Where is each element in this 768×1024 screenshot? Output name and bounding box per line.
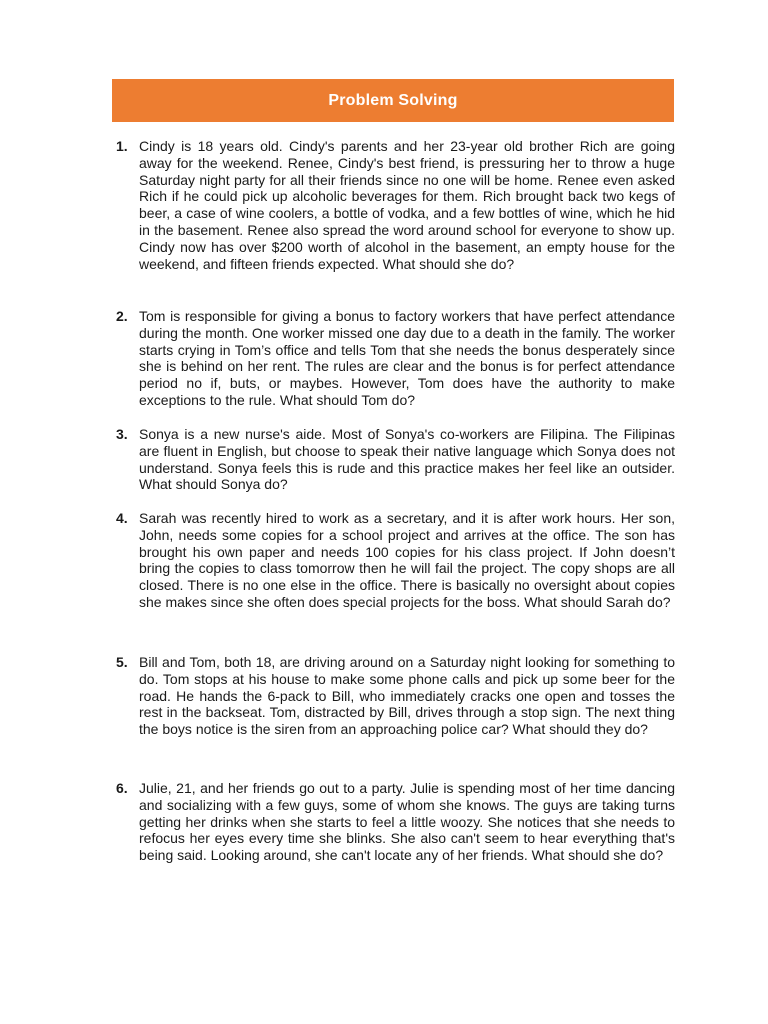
title-banner (112, 79, 674, 122)
problem-number: 6. (116, 780, 128, 796)
problem-text: Julie, 21, and her friends go out to a party. Julie is spending most of her time dancing and socializing with a few guys, some of whom she knows. The guys are taking turns getting her drinks when she starts to feel a little woozy. She notices that she needs to refocus her eyes every time she blinks. She also can't seem to hear everything that's being said. Looking around, she can't locate any of her friends. What should she do? (139, 780, 675, 864)
problem-text: Bill and Tom, both 18, are driving around on a Saturday night looking for something to do. Tom stops at his house to make some phone calls and pick up some beer for the road. He hands the 6-pack to Bill, who immediately cracks one open and tosses the rest in the backseat. Tom, distracted by Bill, drives through a stop sign. The next thing the boys notice is the siren from an approaching police car? What should they do? (139, 654, 675, 738)
page-title: Problem Solving (328, 91, 458, 109)
problem-number: 4. (116, 510, 128, 526)
problem-text: Tom is responsible for giving a bonus to factory workers that have perfect attendance during the month. One worker missed one day due to a death in the family. The worker starts crying in Tom’s office and tells Tom that she needs the bonus desperately since she is behind on her rent. The rules are clear and the bonus is for perfect attendance period no if, buts, or maybes. However, Tom does have the authority to make exceptions to the rule. What should Tom do? (139, 308, 675, 408)
problem-number: 5. (116, 654, 128, 670)
problem-number: 2. (116, 308, 128, 324)
problem-number: 3. (116, 426, 128, 442)
problem-text: Sonya is a new nurse's aide. Most of Sonya's co-workers are Filipina. The Filipinas are fluent in English, but choose to speak their native language which Sonya does not understand. Sonya feels this is rude and this practice makes her feel like an outsider. What should Sonya do? (139, 426, 675, 493)
problem-text: Sarah was recently hired to work as a secretary, and it is after work hours. Her son, John, needs some copies for a school project and arrives at the office. The son has brought his own paper and needs 100 copies for his class project. If John doesn’t bring the copies to class tomorrow then he will fail the project. The copy shops are all closed. There is no one else in the office. There is basically no oversight about copies she makes since she often does special projects for the boss. What should Sarah do? (139, 510, 675, 610)
problem-text: Cindy is 18 years old. Cindy's parents and her 23-year old brother Rich are going away for the weekend. Renee, Cindy's best friend, is pressuring her to throw a huge Saturday night party for all their friends since no one will be home. Renee even asked Rich if he could pick up alcoholic beverages for them. Rich brought back two kegs of beer, a case of wine coolers, a bottle of vodka, and a few bottles of wine, which he hid in the basement. Renee also spread the word around school for everyone to show up. Cindy now has over $200 worth of alcohol in the basement, an empty house for the weekend, and fifteen friends expected. What should she do? (139, 138, 675, 272)
problem-number: 1. (116, 138, 128, 154)
